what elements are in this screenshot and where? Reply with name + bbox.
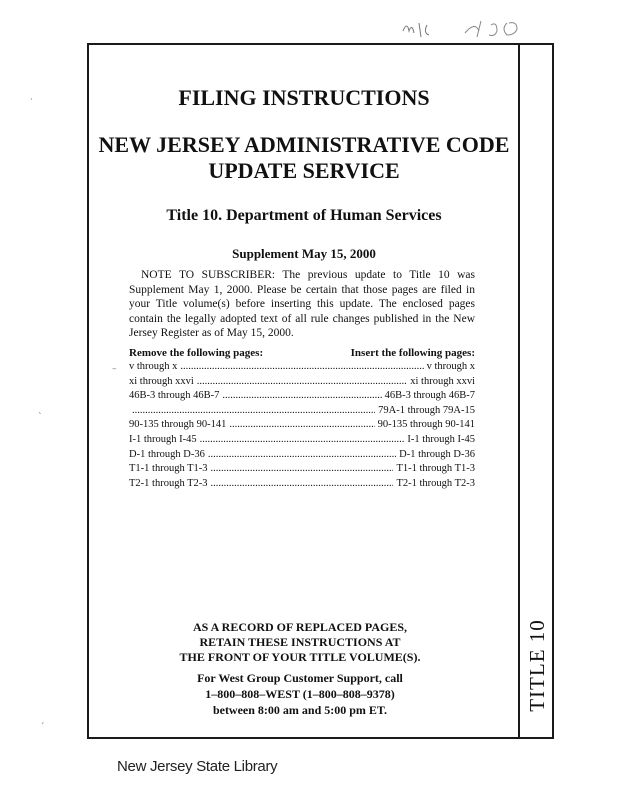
support-line3: between 8:00 am and 5:00 pm ET. xyxy=(212,703,388,717)
leader-dots xyxy=(211,462,394,477)
insert-pages: xi through xxvi xyxy=(410,375,475,387)
page-row xyxy=(129,477,475,492)
record-line2: RETAIN THESE INSTRUCTIONS AT xyxy=(199,635,401,649)
document-heading: FILING INSTRUCTIONS xyxy=(178,85,430,110)
remove-pages: xi through xxvi xyxy=(129,375,194,387)
remove-pages: T2-1 through T2-3 xyxy=(129,477,208,489)
title-tab-label: TITLE 10 xyxy=(524,618,549,712)
leader-dots xyxy=(180,360,423,375)
remove-pages: I-1 through I-45 xyxy=(129,433,197,445)
page-row xyxy=(129,418,475,433)
remove-pages: T1-1 through T1-3 xyxy=(129,463,208,475)
page-row xyxy=(129,360,475,375)
library-stamp: New Jersey State Library xyxy=(117,758,278,775)
support-line1: For West Group Customer Support, call xyxy=(197,671,403,685)
remove-header: Remove the following pages: xyxy=(129,347,264,359)
scan-speck: ˏ xyxy=(40,715,45,725)
record-notice xyxy=(140,620,460,665)
record-line1: AS A RECORD OF REPLACED PAGES, xyxy=(192,620,408,634)
subscriber-note-text: NOTE TO SUBSCRIBER: The previous update to Title 10 was Supplement May 1, 2000. Please be certain that those pages are filed in your Title volume(s) before inserting this update. The enclosed pages contain the legally adopted text of all rule changes published in the New Jersey Register as of May 15, 2000. xyxy=(129,269,475,339)
margin-mark: – xyxy=(112,364,117,374)
insert-pages: T1-1 through T1-3 xyxy=(396,463,475,475)
page-row xyxy=(129,462,475,477)
remove-pages: v through x xyxy=(129,361,178,372)
title-tab xyxy=(522,610,552,720)
remove-pages: D-1 through D-36 xyxy=(129,448,205,460)
handwritten-annotation xyxy=(395,17,555,39)
pages-header xyxy=(129,347,475,359)
leader-dots xyxy=(208,448,396,463)
insert-pages: v through x xyxy=(426,361,475,372)
scan-speck: · xyxy=(30,95,33,105)
leader-dots xyxy=(197,375,408,390)
record-line3: THE FRONT OF YOUR TITLE VOLUME(S). xyxy=(179,650,421,664)
pages-list xyxy=(129,360,475,491)
leader-dots xyxy=(132,404,375,419)
leader-dots xyxy=(200,433,405,448)
insert-pages: 79A-1 through 79A-15 xyxy=(378,404,475,416)
leader-dots xyxy=(229,418,374,433)
support-line2: 1–800–808–WEST (1–800–808–9378) xyxy=(205,687,395,701)
scan-speck: ˎ xyxy=(38,405,43,415)
title-subject: Title 10. Department of Human Services xyxy=(166,207,442,224)
leader-dots xyxy=(211,477,394,492)
insert-pages: I-1 through I-45 xyxy=(407,433,475,445)
support-notice xyxy=(140,670,460,718)
insert-header: Insert the following pages: xyxy=(350,347,475,359)
tab-divider xyxy=(518,45,520,737)
page-row xyxy=(129,433,475,448)
code-title xyxy=(90,132,518,184)
subscriber-note xyxy=(129,268,475,341)
page-row xyxy=(129,375,475,390)
supplement-date: Supplement May 15, 2000 xyxy=(232,246,376,261)
remove-pages: 46B-3 through 46B-7 xyxy=(129,390,220,402)
insert-pages: 46B-3 through 46B-7 xyxy=(384,390,475,402)
code-title-line1: NEW JERSEY ADMINISTRATIVE CODE xyxy=(98,132,510,157)
page-row xyxy=(129,389,475,404)
insert-pages: D-1 through D-36 xyxy=(399,448,475,460)
remove-pages: 90-135 through 90-141 xyxy=(129,419,227,431)
page-row xyxy=(129,448,475,463)
leader-dots xyxy=(222,389,381,404)
insert-pages: 90-135 through 90-141 xyxy=(377,419,475,431)
code-title-line2: UPDATE SERVICE xyxy=(208,158,400,183)
page-row xyxy=(129,404,475,419)
insert-pages: T2-1 through T2-3 xyxy=(396,477,475,489)
